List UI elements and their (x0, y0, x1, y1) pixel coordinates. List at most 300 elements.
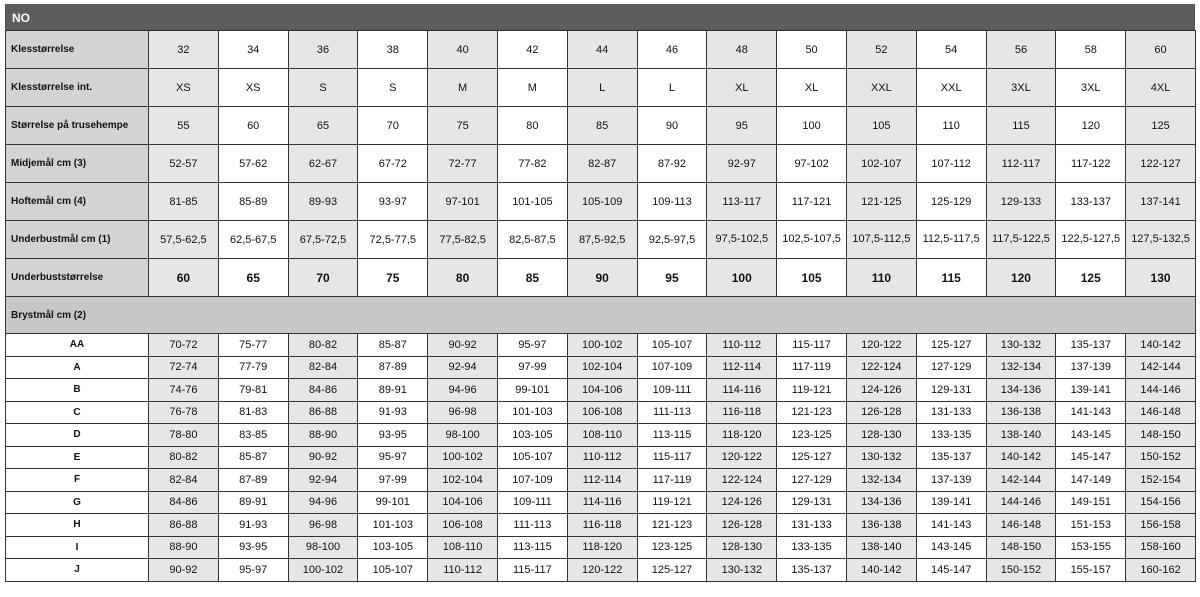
table-cell: 145-147 (1056, 446, 1126, 469)
table-cell: 120-122 (707, 446, 777, 469)
table-cell: 101-103 (497, 401, 567, 424)
table-cell: 116-118 (567, 514, 637, 537)
table-cell: 110-112 (428, 559, 498, 582)
table-cell: 100-102 (288, 559, 358, 582)
table-cell: 102-104 (567, 356, 637, 379)
table-cell: 140-142 (1126, 334, 1196, 357)
size-chart (5, 4, 1195, 582)
table-body (6, 31, 1196, 582)
table-cell: 93-97 (358, 183, 428, 221)
table-cell: 135-137 (1056, 334, 1126, 357)
table-cell: 128-130 (707, 536, 777, 559)
table-cell: 101-105 (497, 183, 567, 221)
table-cell: 142-144 (1126, 356, 1196, 379)
table-cell: 141-143 (1056, 401, 1126, 424)
table-cell: 117,5-122,5 (986, 221, 1056, 259)
table-cell: 38 (358, 31, 428, 69)
row-label: Klesstørrelse int. (6, 69, 149, 107)
table-cell: 40 (428, 31, 498, 69)
table-cell: 80 (428, 259, 498, 297)
table-cell: 95 (637, 259, 707, 297)
table-cell: 125-127 (637, 559, 707, 582)
cup-label: G (6, 491, 149, 514)
table-cell: 121-123 (777, 401, 847, 424)
table-cell: XXL (846, 69, 916, 107)
table-cell: 119-121 (637, 491, 707, 514)
table-cell: 141-143 (916, 514, 986, 537)
table-cell: 82-84 (288, 356, 358, 379)
table-cell: 136-138 (986, 401, 1056, 424)
table-cell: 115 (916, 259, 986, 297)
table-cell: 95-97 (358, 446, 428, 469)
cup-row (6, 491, 1196, 514)
table-cell: 114-116 (567, 491, 637, 514)
table-cell: 36 (288, 31, 358, 69)
table-cell: 109-111 (637, 379, 707, 402)
table-cell: 121-125 (846, 183, 916, 221)
table-cell: 137-139 (1056, 356, 1126, 379)
table-cell: 112-114 (567, 469, 637, 492)
table-cell: 58 (1056, 31, 1126, 69)
table-cell: 60 (1126, 31, 1196, 69)
table-cell: 42 (497, 31, 567, 69)
table-cell: 136-138 (846, 514, 916, 537)
table-cell: 113-115 (497, 536, 567, 559)
table-cell: 133-135 (777, 536, 847, 559)
table-cell: 126-128 (707, 514, 777, 537)
table-cell: 135-137 (777, 559, 847, 582)
table-cell: 65 (288, 107, 358, 145)
row-label: Midjemål cm (3) (6, 145, 149, 183)
table-cell: 122,5-127,5 (1056, 221, 1126, 259)
table-cell: 70-72 (149, 334, 219, 357)
table-cell: 70 (358, 107, 428, 145)
table-cell: 125-127 (777, 446, 847, 469)
table-cell: 118-120 (707, 424, 777, 447)
table-cell: 46 (637, 31, 707, 69)
table-cell: 107,5-112,5 (846, 221, 916, 259)
table-cell: 115-117 (637, 446, 707, 469)
table-cell: 92,5-97,5 (637, 221, 707, 259)
table-cell: 60 (149, 259, 219, 297)
table-cell: 110 (846, 259, 916, 297)
table-cell: 82-84 (149, 469, 219, 492)
table-cell: 102,5-107,5 (777, 221, 847, 259)
table-cell: 158-160 (1126, 536, 1196, 559)
table-cell: 99-101 (497, 379, 567, 402)
table-cell: 95-97 (497, 334, 567, 357)
table-cell: 57-62 (218, 145, 288, 183)
table-cell: 116-118 (707, 401, 777, 424)
table-cell: 114-116 (707, 379, 777, 402)
table-cell: 94-96 (428, 379, 498, 402)
table-cell: 82-87 (567, 145, 637, 183)
table-cell: 105-109 (567, 183, 637, 221)
table-cell: 92-94 (288, 469, 358, 492)
table-cell: 85-87 (358, 334, 428, 357)
table-cell: 3XL (1056, 69, 1126, 107)
table-cell: 122-124 (846, 356, 916, 379)
table-cell: 67-72 (358, 145, 428, 183)
table-cell: 60 (218, 107, 288, 145)
table-cell: 72,5-77,5 (358, 221, 428, 259)
table-cell: 87,5-92,5 (567, 221, 637, 259)
table-cell: 126-128 (846, 401, 916, 424)
table-cell: 109-111 (497, 491, 567, 514)
table-cell: XL (707, 69, 777, 107)
table-cell: 80 (497, 107, 567, 145)
table-cell: 150-152 (1126, 446, 1196, 469)
table-cell: 140-142 (846, 559, 916, 582)
table-cell: 113-115 (637, 424, 707, 447)
table-cell: 44 (567, 31, 637, 69)
table-cell: 138-140 (846, 536, 916, 559)
table-cell: 89-93 (288, 183, 358, 221)
table-cell: 57,5-62,5 (149, 221, 219, 259)
table-cell: 147-149 (1056, 469, 1126, 492)
table-cell: 88-90 (288, 424, 358, 447)
table-cell: 104-106 (428, 491, 498, 514)
table-cell: 146-148 (986, 514, 1056, 537)
row-band-size (6, 259, 1196, 297)
table-cell: 104-106 (567, 379, 637, 402)
table-cell: 90-92 (288, 446, 358, 469)
table-cell: 137-141 (1126, 183, 1196, 221)
table-cell: 156-158 (1126, 514, 1196, 537)
table-cell: 140-142 (986, 446, 1056, 469)
table-cell: 129-131 (777, 491, 847, 514)
table-cell: 120-122 (567, 559, 637, 582)
table-cell: 160-162 (1126, 559, 1196, 582)
table-cell: 88-90 (149, 536, 219, 559)
cup-row (6, 536, 1196, 559)
table-cell: 130-132 (707, 559, 777, 582)
size-table (5, 30, 1196, 582)
table-cell: 89-91 (218, 491, 288, 514)
table-cell: S (358, 69, 428, 107)
table-cell: 100 (777, 107, 847, 145)
table-cell: 123-125 (637, 536, 707, 559)
table-cell: 77-82 (497, 145, 567, 183)
table-cell: 97-101 (428, 183, 498, 221)
bust-section-header (6, 297, 1196, 334)
table-cell: 109-113 (637, 183, 707, 221)
table-cell: 105 (846, 107, 916, 145)
table-cell: 52 (846, 31, 916, 69)
table-cell: XL (777, 69, 847, 107)
cup-label: F (6, 469, 149, 492)
table-cell: 132-134 (846, 469, 916, 492)
table-cell: 102-104 (428, 469, 498, 492)
cup-row (6, 514, 1196, 537)
table-cell: 85 (567, 107, 637, 145)
table-cell: 149-151 (1056, 491, 1126, 514)
table-cell: 152-154 (1126, 469, 1196, 492)
cup-label: AA (6, 334, 149, 357)
table-cell: 120 (1056, 107, 1126, 145)
table-cell: XS (149, 69, 219, 107)
table-cell: 110-112 (707, 334, 777, 357)
table-cell: 133-137 (1056, 183, 1126, 221)
table-cell: 84-86 (288, 379, 358, 402)
table-cell: 101-103 (358, 514, 428, 537)
table-cell: 120 (986, 259, 1056, 297)
row-intl-size (6, 69, 1196, 107)
table-cell: 110-112 (567, 446, 637, 469)
table-cell: 153-155 (1056, 536, 1126, 559)
cup-label: C (6, 401, 149, 424)
table-cell: 105-107 (497, 446, 567, 469)
table-cell: 124-126 (707, 491, 777, 514)
table-cell: L (637, 69, 707, 107)
chart-title: NO (5, 4, 1195, 30)
table-cell: 102-107 (846, 145, 916, 183)
table-cell: 108-110 (428, 536, 498, 559)
table-cell: 87-92 (637, 145, 707, 183)
table-cell: 75-77 (218, 334, 288, 357)
table-cell: 145-147 (916, 559, 986, 582)
table-cell: 87-89 (218, 469, 288, 492)
table-cell: 75 (358, 259, 428, 297)
table-cell: 77-79 (218, 356, 288, 379)
table-cell: 65 (218, 259, 288, 297)
table-cell: 97-99 (497, 356, 567, 379)
table-cell: 127-129 (777, 469, 847, 492)
table-cell: L (567, 69, 637, 107)
cup-label: D (6, 424, 149, 447)
table-cell: 117-119 (777, 356, 847, 379)
table-cell: M (428, 69, 498, 107)
table-cell: 97-102 (777, 145, 847, 183)
table-cell: 85-89 (218, 183, 288, 221)
table-cell: 144-146 (1126, 379, 1196, 402)
table-cell: 86-88 (288, 401, 358, 424)
table-cell: 155-157 (1056, 559, 1126, 582)
table-cell: 106-108 (428, 514, 498, 537)
table-cell: 111-113 (497, 514, 567, 537)
table-cell: 138-140 (986, 424, 1056, 447)
table-cell: 118-120 (567, 536, 637, 559)
table-cell: 76-78 (149, 401, 219, 424)
table-cell: 55 (149, 107, 219, 145)
table-cell: 139-141 (1056, 379, 1126, 402)
table-cell: 115 (986, 107, 1056, 145)
cup-row (6, 424, 1196, 447)
table-cell: 108-110 (567, 424, 637, 447)
table-cell: 62,5-67,5 (218, 221, 288, 259)
table-cell: 148-150 (1126, 424, 1196, 447)
row-hip (6, 183, 1196, 221)
table-cell: 143-145 (1056, 424, 1126, 447)
table-cell: 48 (707, 31, 777, 69)
table-cell: 96-98 (428, 401, 498, 424)
table-cell: 112,5-117,5 (916, 221, 986, 259)
table-cell: 78-80 (149, 424, 219, 447)
table-cell: 137-139 (916, 469, 986, 492)
table-cell: 117-121 (777, 183, 847, 221)
table-cell: 89-91 (358, 379, 428, 402)
table-cell: 107-112 (916, 145, 986, 183)
table-cell: 129-133 (986, 183, 1056, 221)
table-cell: 92-97 (707, 145, 777, 183)
table-cell: 93-95 (358, 424, 428, 447)
table-cell: 103-105 (358, 536, 428, 559)
table-cell: 131-133 (916, 401, 986, 424)
table-cell: 112-117 (986, 145, 1056, 183)
table-cell: 90 (567, 259, 637, 297)
row-label: Klesstørrelse (6, 31, 149, 69)
table-cell: 125 (1126, 107, 1196, 145)
table-cell: 70 (288, 259, 358, 297)
table-cell: 92-94 (428, 356, 498, 379)
row-label: Hoftemål cm (4) (6, 183, 149, 221)
table-cell: 124-126 (846, 379, 916, 402)
table-cell: 83-85 (218, 424, 288, 447)
table-cell: 52-57 (149, 145, 219, 183)
cup-label: H (6, 514, 149, 537)
table-cell: S (288, 69, 358, 107)
table-cell: 143-145 (916, 536, 986, 559)
table-cell: 144-146 (986, 491, 1056, 514)
table-cell: 95-97 (218, 559, 288, 582)
cup-row (6, 559, 1196, 582)
row-waist (6, 145, 1196, 183)
cup-row (6, 469, 1196, 492)
table-cell: 112-114 (707, 356, 777, 379)
table-cell: 32 (149, 31, 219, 69)
table-cell: 85 (497, 259, 567, 297)
table-cell: 98-100 (288, 536, 358, 559)
table-cell: 121-123 (637, 514, 707, 537)
table-cell: 67,5-72,5 (288, 221, 358, 259)
table-cell: 113-117 (707, 183, 777, 221)
table-cell: 131-133 (777, 514, 847, 537)
table-cell: 91-93 (358, 401, 428, 424)
table-cell: 77,5-82,5 (428, 221, 498, 259)
table-cell: 135-137 (916, 446, 986, 469)
table-cell: 82,5-87,5 (497, 221, 567, 259)
table-cell: 96-98 (288, 514, 358, 537)
table-cell: 75 (428, 107, 498, 145)
table-cell: 72-74 (149, 356, 219, 379)
row-label: Underbuststørrelse (6, 259, 149, 297)
table-cell: 117-122 (1056, 145, 1126, 183)
table-cell: 97,5-102,5 (707, 221, 777, 259)
table-cell: 103-105 (497, 424, 567, 447)
table-cell: 119-121 (777, 379, 847, 402)
row-label: Underbustmål cm (1) (6, 221, 149, 259)
table-cell: 107-109 (637, 356, 707, 379)
table-cell: 74-76 (149, 379, 219, 402)
table-cell: 150-152 (986, 559, 1056, 582)
table-cell: 50 (777, 31, 847, 69)
table-cell: 154-156 (1126, 491, 1196, 514)
table-cell: 91-93 (218, 514, 288, 537)
table-cell: 111-113 (637, 401, 707, 424)
table-cell: 122-127 (1126, 145, 1196, 183)
section-label: Brystmål cm (2) (6, 297, 1196, 334)
table-cell: 81-85 (149, 183, 219, 221)
table-cell: XXL (916, 69, 986, 107)
table-cell: 105 (777, 259, 847, 297)
table-cell: 142-144 (986, 469, 1056, 492)
cup-row (6, 401, 1196, 424)
table-cell: 123-125 (777, 424, 847, 447)
table-cell: 122-124 (707, 469, 777, 492)
table-cell: 79-81 (218, 379, 288, 402)
table-cell: 110 (916, 107, 986, 145)
table-cell: 115-117 (497, 559, 567, 582)
table-cell: 84-86 (149, 491, 219, 514)
cup-label: A (6, 356, 149, 379)
table-cell: 100-102 (428, 446, 498, 469)
table-cell: 134-136 (846, 491, 916, 514)
table-cell: 106-108 (567, 401, 637, 424)
cup-label: B (6, 379, 149, 402)
table-cell: 4XL (1126, 69, 1196, 107)
table-cell: 99-101 (358, 491, 428, 514)
table-cell: 95 (707, 107, 777, 145)
table-cell: 94-96 (288, 491, 358, 514)
cup-row (6, 334, 1196, 357)
table-cell: 127-129 (916, 356, 986, 379)
table-cell: 148-150 (986, 536, 1056, 559)
table-cell: 90-92 (149, 559, 219, 582)
table-cell: 117-119 (637, 469, 707, 492)
cup-row (6, 379, 1196, 402)
table-cell: 34 (218, 31, 288, 69)
table-cell: XS (218, 69, 288, 107)
row-label: Størrelse på trusehempe (6, 107, 149, 145)
table-cell: 151-153 (1056, 514, 1126, 537)
row-underbust (6, 221, 1196, 259)
table-cell: 120-122 (846, 334, 916, 357)
row-clothing-size (6, 31, 1196, 69)
table-cell: 98-100 (428, 424, 498, 447)
table-cell: 54 (916, 31, 986, 69)
table-cell: 128-130 (846, 424, 916, 447)
table-cell: 130-132 (986, 334, 1056, 357)
table-cell: 90 (637, 107, 707, 145)
table-cell: 125 (1056, 259, 1126, 297)
table-cell: 146-148 (1126, 401, 1196, 424)
cup-label: E (6, 446, 149, 469)
table-cell: 100-102 (567, 334, 637, 357)
table-cell: 81-83 (218, 401, 288, 424)
cup-label: J (6, 559, 149, 582)
table-cell: 3XL (986, 69, 1056, 107)
table-cell: 56 (986, 31, 1056, 69)
table-cell: 72-77 (428, 145, 498, 183)
cup-label: I (6, 536, 149, 559)
table-cell: 85-87 (218, 446, 288, 469)
table-cell: 133-135 (916, 424, 986, 447)
row-brief-size (6, 107, 1196, 145)
table-cell: 139-141 (916, 491, 986, 514)
table-cell: 80-82 (288, 334, 358, 357)
table-cell: 93-95 (218, 536, 288, 559)
table-cell: 134-136 (986, 379, 1056, 402)
table-cell: 87-89 (358, 356, 428, 379)
table-cell: M (497, 69, 567, 107)
table-cell: 127,5-132,5 (1126, 221, 1196, 259)
table-cell: 90-92 (428, 334, 498, 357)
table-cell: 130 (1126, 259, 1196, 297)
table-cell: 105-107 (637, 334, 707, 357)
table-cell: 80-82 (149, 446, 219, 469)
table-cell: 86-88 (149, 514, 219, 537)
table-cell: 105-107 (358, 559, 428, 582)
